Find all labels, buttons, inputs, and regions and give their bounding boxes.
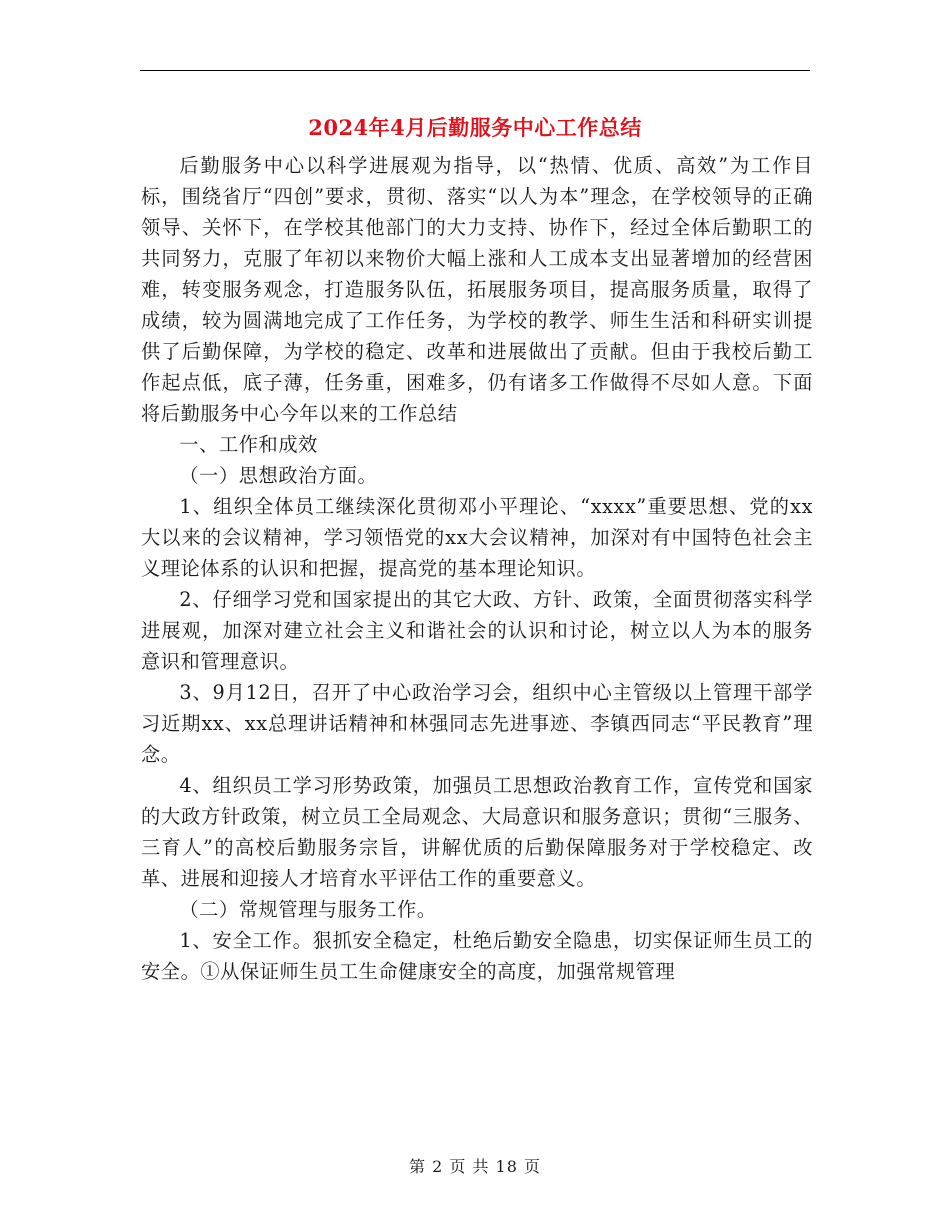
document-title: 2024年4月后勤服务中心工作总结 bbox=[308, 115, 642, 140]
subsection-heading-1: （一）思想政治方面。 bbox=[179, 464, 378, 487]
paragraph-item-1: 1、组织全体员工继续深化贯彻邓小平理论、“xxxx”重要思想、党的xx大以来的会议精神，学习领悟党的xx大会议精神，加深对有中国特色社会主义理论体系的认识和把握，提高党的基本理论知识。 bbox=[141, 495, 813, 580]
page-footer: 第 2 页 共 18 页 bbox=[409, 1157, 541, 1176]
header-rule bbox=[140, 70, 810, 71]
paragraph-safety: 1、安全工作。狠抓安全稳定，杜绝后勤安全隐患，切实保证师生员工的安全。①从保证师生员工生命健康安全的高度，加强常规管理 bbox=[141, 929, 813, 983]
section-heading-1: 一、工作和成效 bbox=[179, 433, 318, 456]
paragraph-intro: 后勤服务中心以科学进展观为指导，以“热情、优质、高效”为工作目标，围绕省厅“四创”要求，贯彻、落实“以人为本”理念，在学校领导的正确领导、关怀下，在学校其他部门的大力支持、协作下，经过全体后勤职工的共同努力，克服了年初以来物价大幅上涨和人工成本支出显著增加的经营困难，转变服务观念，打造服务队伍，拓展服务项目，提高服务质量，取得了成绩，较为圆满地完成了工作任务，为学校的教学、师生生活和科研实训提供了后勤保障，为学校的稳定、改革和进展做出了贡献。但由于我校后勤工作起点低，底子薄，任务重，困难多，仍有诸多工作做得不尽如人意。下面将后勤服务中心今年以来的工作总结 bbox=[141, 154, 813, 425]
document-body bbox=[141, 150, 813, 987]
paragraph-item-4: 4、组织员工学习形势政策，加强员工思想政治教育工作，宣传党和国家的大政方针政策，树立员工全局观念、大局意识和服务意识；贯彻“三服务、三育人”的高校后勤服务宗旨，讲解优质的后勤保障服务对于学校稳定、改革、进展和迎接人才培育水平评估工作的重要意义。 bbox=[141, 774, 813, 890]
subsection-heading-2: （二）常规管理与服务工作。 bbox=[179, 898, 437, 921]
paragraph-item-3: 3、9月12日，召开了中心政治学习会，组织中心主管级以上管理干部学习近期xx、xx总理讲话精神和林强同志先进事迹、李镇西同志“平民教育”理念。 bbox=[141, 681, 813, 766]
paragraph-item-2: 2、仔细学习党和国家提出的其它大政、方针、政策，全面贯彻落实科学进展观，加深对建立社会主义和谐社会的认识和讨论，树立以人为本的服务意识和管理意识。 bbox=[141, 588, 813, 673]
